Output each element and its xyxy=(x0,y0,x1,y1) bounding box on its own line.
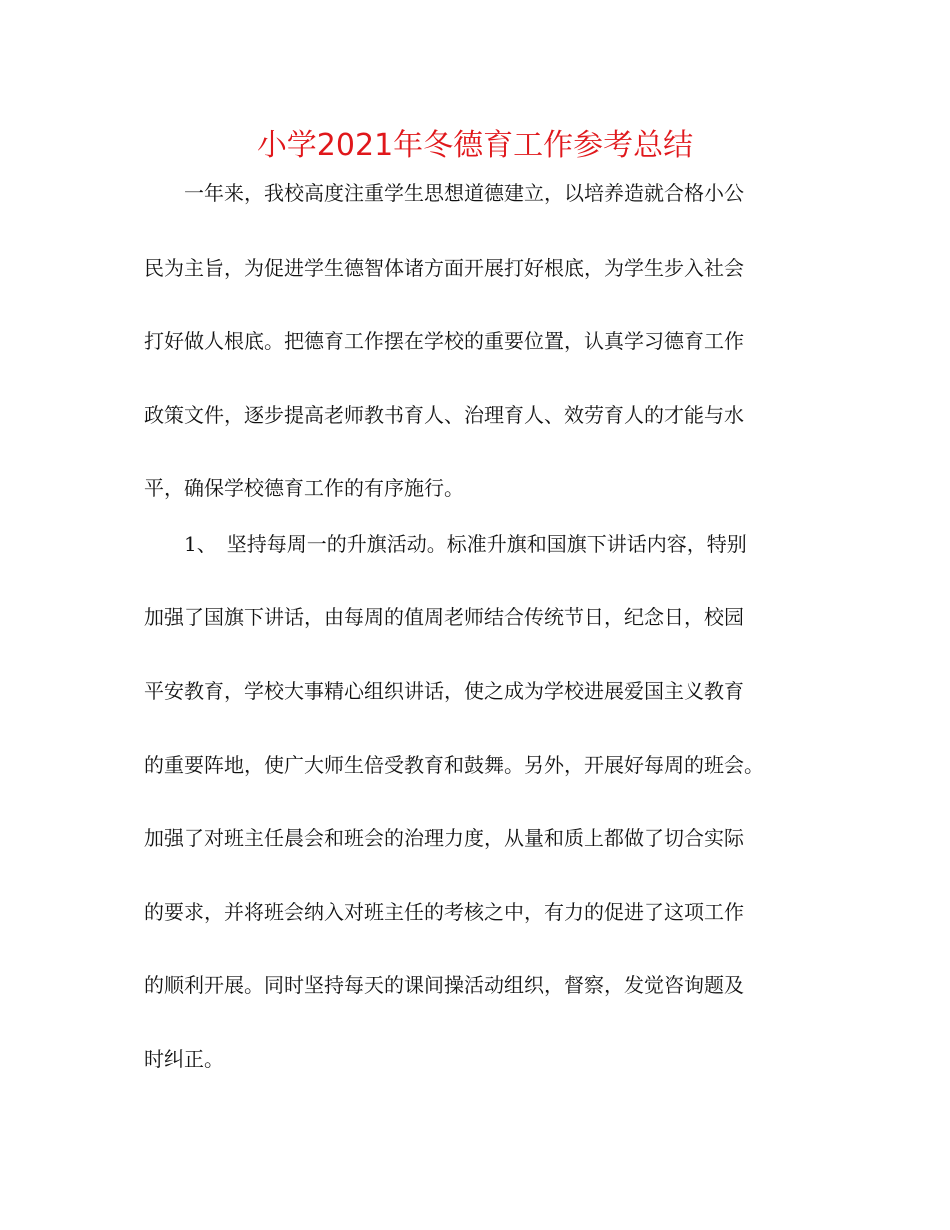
paragraph-line: 打好做人根底。把德育工作摆在学校的重要位置，认真学习德育工作 xyxy=(144,329,744,353)
paragraph-line: 加强了对班主任晨会和班会的治理力度，从量和质上都做了切合实际 xyxy=(144,826,744,850)
paragraph-line: 的要求，并将班会纳入对班主任的考核之中，有力的促进了这项工作 xyxy=(144,900,744,924)
paragraph-line: 的顺利开展。同时坚持每天的课间操活动组织，督察，发觉咨询题及 xyxy=(144,973,744,997)
paragraph-line: 一年来，我校高度注重学生思想道德建立，以培养造就合格小公 xyxy=(144,181,744,205)
paragraph-line: 平安教育，学校大事精心组织讲话，使之成为学校进展爱国主义教育 xyxy=(144,679,744,703)
paragraph-line: 1、 坚持每周一的升旗活动。标准升旗和国旗下讲话内容，特别 xyxy=(144,532,747,556)
document-title: 小学2021年冬德育工作参考总结 xyxy=(256,128,694,163)
paragraph-line: 加强了国旗下讲话，由每周的值周老师结合传统节日，纪念日，校园 xyxy=(144,605,744,629)
paragraph-line: 平，确保学校德育工作的有序施行。 xyxy=(144,476,464,500)
paragraph-line: 民为主旨，为促进学生德智体诸方面开展打好根底，为学生步入社会 xyxy=(144,256,744,280)
paragraph-line: 政策文件，逐步提高老师教书育人、治理育人、效劳育人的才能与水 xyxy=(144,403,744,427)
paragraph-line: 的重要阵地，使广大师生倍受教育和鼓舞。另外，开展好每周的班会。 xyxy=(144,753,764,777)
paragraph-line: 时纠正。 xyxy=(144,1047,224,1071)
